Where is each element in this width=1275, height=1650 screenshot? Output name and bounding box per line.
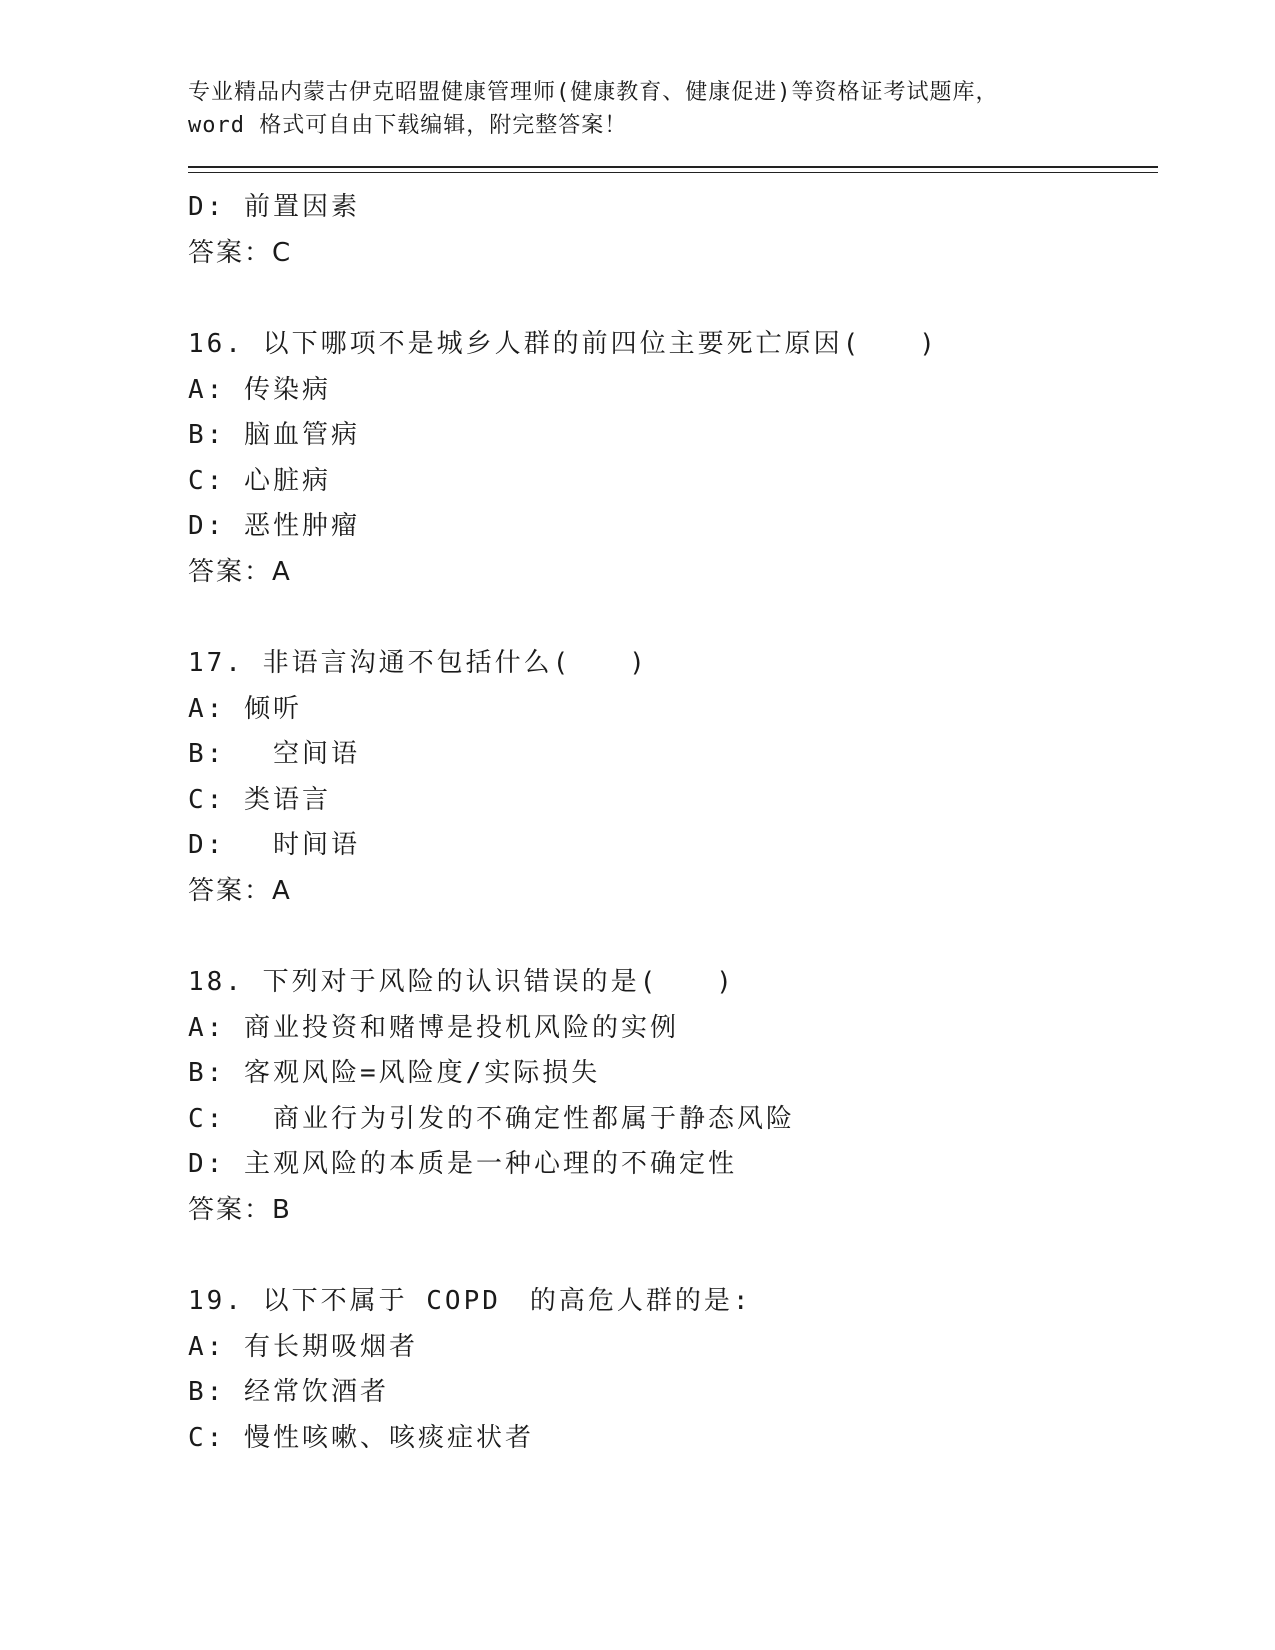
question-16-option-d: D: 恶性肿瘤	[188, 511, 360, 541]
question-17-option-d: D: 时间语	[188, 830, 360, 860]
question-17-option-b: B: 空间语	[188, 739, 360, 769]
question-19-stem: 19. 以下不属于 COPD 的高危人群的是:	[188, 1286, 752, 1316]
question-17-answer: 答案：A	[188, 875, 292, 906]
header-line-2: word 格式可自由下载编辑，附完整答案！	[188, 113, 628, 138]
question-19-option-a: A: 有长期吸烟者	[188, 1331, 418, 1362]
question-content	[188, 185, 1158, 1461]
header-divider	[188, 166, 1158, 173]
question-16-answer: 答案：A	[188, 556, 292, 587]
answer-line: 答案：C	[188, 237, 293, 268]
question-18-answer: 答案：B	[188, 1194, 292, 1225]
document-page	[188, 76, 1158, 1461]
question-19-option-c: C: 慢性咳嗽、咳痰症状者	[188, 1422, 534, 1453]
question-17-option-a: A: 倾听	[188, 693, 302, 724]
document-header	[188, 76, 1158, 142]
option-d: D: 前置因素	[188, 192, 360, 222]
question-19-option-b: B: 经常饮酒者	[188, 1377, 389, 1407]
question-18-option-d: D: 主观风险的本质是一种心理的不确定性	[188, 1149, 737, 1179]
question-16-option-a: A: 传染病	[188, 374, 331, 405]
question-16-option-c: C: 心脏病	[188, 465, 331, 496]
question-17-option-c: C: 类语言	[188, 784, 331, 815]
question-18-option-a: A: 商业投资和赌博是投机风险的实例	[188, 1012, 679, 1043]
question-18-option-c: C: 商业行为引发的不确定性都属于静态风险	[188, 1103, 795, 1134]
question-17-stem: 17. 非语言沟通不包括什么( )	[188, 648, 648, 678]
question-16-option-b: B: 脑血管病	[188, 420, 360, 450]
question-18-option-b: B: 客观风险=风险度/实际损失	[188, 1058, 601, 1088]
header-line-1: 专业精品内蒙古伊克昭盟健康管理师(健康教育、健康促进)等资格证考试题库，	[188, 80, 999, 105]
question-18-stem: 18. 下列对于风险的认识错误的是( )	[188, 967, 735, 997]
question-16-stem: 16. 以下哪项不是城乡人群的前四位主要死亡原因( )	[188, 329, 938, 359]
